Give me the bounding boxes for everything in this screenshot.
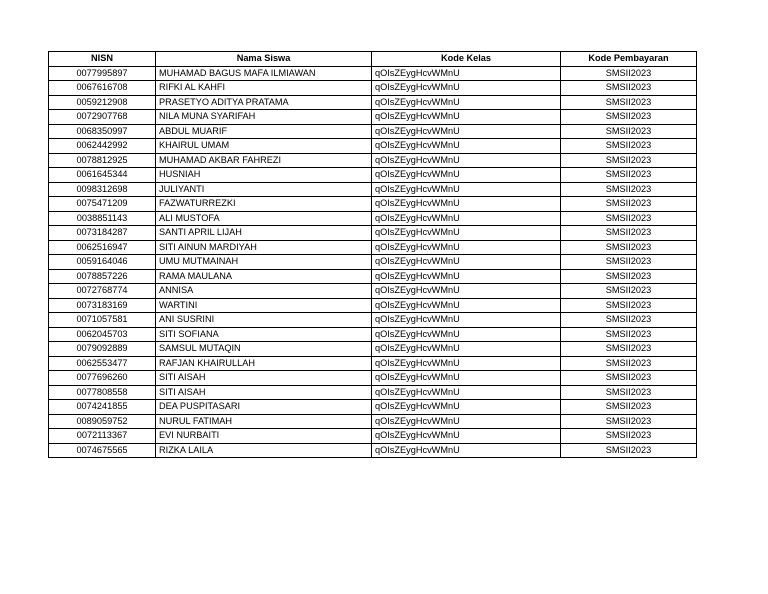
cell-nisn: 0071057581 — [49, 313, 156, 328]
header-kode-pembayaran: Kode Pembayaran — [561, 52, 697, 67]
table-row — [49, 211, 697, 226]
table-row — [49, 226, 697, 241]
cell-kode-kelas: qOIsZEygHcvWMnU — [372, 182, 561, 197]
cell-nama-siswa: JULIYANTI — [156, 182, 372, 197]
cell-nisn: 0078857226 — [49, 269, 156, 284]
header-kode-kelas: Kode Kelas — [372, 52, 561, 67]
cell-nama-siswa: KHAIRUL UMAM — [156, 139, 372, 154]
cell-nisn: 0072113367 — [49, 429, 156, 444]
cell-kode-kelas: qOIsZEygHcvWMnU — [372, 356, 561, 371]
cell-nama-siswa: UMU MUTMAINAH — [156, 255, 372, 270]
cell-nama-siswa: RIZKA LAILA — [156, 443, 372, 458]
table-header — [49, 52, 697, 67]
cell-kode-kelas: qOIsZEygHcvWMnU — [372, 197, 561, 212]
cell-nama-siswa: SITI AINUN MARDIYAH — [156, 240, 372, 255]
cell-nama-siswa: EVI NURBAITI — [156, 429, 372, 444]
cell-kode-kelas: qOIsZEygHcvWMnU — [372, 240, 561, 255]
cell-nama-siswa: ABDUL MUARIF — [156, 124, 372, 139]
cell-nisn: 0077696260 — [49, 371, 156, 386]
header-nisn: NISN — [49, 52, 156, 67]
cell-kode-pembayaran: SMSII2023 — [561, 182, 697, 197]
table-row — [49, 197, 697, 212]
cell-nisn: 0074241855 — [49, 400, 156, 415]
cell-kode-kelas: qOIsZEygHcvWMnU — [372, 66, 561, 81]
table-row — [49, 110, 697, 125]
cell-nama-siswa: PRASETYO ADITYA PRATAMA — [156, 95, 372, 110]
cell-kode-pembayaran: SMSII2023 — [561, 110, 697, 125]
cell-nisn: 0073184287 — [49, 226, 156, 241]
cell-kode-kelas: qOIsZEygHcvWMnU — [372, 255, 561, 270]
cell-kode-pembayaran: SMSII2023 — [561, 153, 697, 168]
table-row — [49, 443, 697, 458]
cell-kode-kelas: qOIsZEygHcvWMnU — [372, 298, 561, 313]
cell-kode-kelas: qOIsZEygHcvWMnU — [372, 95, 561, 110]
cell-nisn: 0067616708 — [49, 81, 156, 96]
cell-kode-pembayaran: SMSII2023 — [561, 342, 697, 357]
cell-nama-siswa: ANNISA — [156, 284, 372, 299]
table-row — [49, 284, 697, 299]
cell-kode-kelas: qOIsZEygHcvWMnU — [372, 342, 561, 357]
table-row — [49, 269, 697, 284]
header-nama-siswa: Nama Siswa — [156, 52, 372, 67]
table-row — [49, 385, 697, 400]
cell-nama-siswa: SITI SOFIANA — [156, 327, 372, 342]
cell-kode-pembayaran: SMSII2023 — [561, 66, 697, 81]
cell-kode-pembayaran: SMSII2023 — [561, 327, 697, 342]
cell-nisn: 0073183169 — [49, 298, 156, 313]
cell-nisn: 0068350997 — [49, 124, 156, 139]
cell-nama-siswa: RAFJAN KHAIRULLAH — [156, 356, 372, 371]
cell-nama-siswa: NURUL FATIMAH — [156, 414, 372, 429]
table-row — [49, 414, 697, 429]
cell-nama-siswa: MUHAMAD BAGUS MAFA ILMIAWAN — [156, 66, 372, 81]
cell-kode-pembayaran: SMSII2023 — [561, 81, 697, 96]
cell-nisn: 0059164046 — [49, 255, 156, 270]
cell-kode-kelas: qOIsZEygHcvWMnU — [372, 284, 561, 299]
cell-kode-kelas: qOIsZEygHcvWMnU — [372, 371, 561, 386]
cell-kode-pembayaran: SMSII2023 — [561, 168, 697, 183]
cell-nama-siswa: NILA MUNA SYARIFAH — [156, 110, 372, 125]
cell-kode-pembayaran: SMSII2023 — [561, 269, 697, 284]
table-row — [49, 153, 697, 168]
cell-kode-pembayaran: SMSII2023 — [561, 298, 697, 313]
cell-kode-kelas: qOIsZEygHcvWMnU — [372, 429, 561, 444]
header-row — [49, 52, 697, 67]
cell-kode-kelas: qOIsZEygHcvWMnU — [372, 385, 561, 400]
cell-kode-pembayaran: SMSII2023 — [561, 211, 697, 226]
cell-kode-pembayaran: SMSII2023 — [561, 400, 697, 415]
table-row — [49, 182, 697, 197]
cell-kode-kelas: qOIsZEygHcvWMnU — [372, 269, 561, 284]
cell-nisn: 0077995897 — [49, 66, 156, 81]
cell-kode-kelas: qOIsZEygHcvWMnU — [372, 414, 561, 429]
cell-kode-pembayaran: SMSII2023 — [561, 385, 697, 400]
table-row — [49, 313, 697, 328]
cell-kode-kelas: qOIsZEygHcvWMnU — [372, 443, 561, 458]
cell-nisn: 0072768774 — [49, 284, 156, 299]
cell-nama-siswa: SANTI APRIL LIJAH — [156, 226, 372, 241]
cell-nama-siswa: RIFKI AL KAHFI — [156, 81, 372, 96]
table-row — [49, 139, 697, 154]
cell-kode-pembayaran: SMSII2023 — [561, 240, 697, 255]
table-row — [49, 66, 697, 81]
cell-kode-pembayaran: SMSII2023 — [561, 313, 697, 328]
cell-nama-siswa: ALI MUSTOFA — [156, 211, 372, 226]
table-row — [49, 124, 697, 139]
cell-kode-kelas: qOIsZEygHcvWMnU — [372, 153, 561, 168]
table-row — [49, 327, 697, 342]
cell-nisn: 0079092889 — [49, 342, 156, 357]
cell-nisn: 0074675565 — [49, 443, 156, 458]
cell-nama-siswa: SITI AISAH — [156, 385, 372, 400]
table-row — [49, 81, 697, 96]
table-row — [49, 168, 697, 183]
cell-kode-pembayaran: SMSII2023 — [561, 443, 697, 458]
table-row — [49, 255, 697, 270]
cell-nisn: 0059212908 — [49, 95, 156, 110]
cell-nisn: 0038851143 — [49, 211, 156, 226]
table-row — [49, 240, 697, 255]
cell-nisn: 0089059752 — [49, 414, 156, 429]
cell-nisn: 0061645344 — [49, 168, 156, 183]
cell-kode-kelas: qOIsZEygHcvWMnU — [372, 313, 561, 328]
cell-nama-siswa: MUHAMAD AKBAR FAHREZI — [156, 153, 372, 168]
student-table — [48, 51, 697, 458]
cell-kode-kelas: qOIsZEygHcvWMnU — [372, 139, 561, 154]
cell-nisn: 0078812925 — [49, 153, 156, 168]
cell-nisn: 0098312698 — [49, 182, 156, 197]
cell-kode-kelas: qOIsZEygHcvWMnU — [372, 110, 561, 125]
cell-kode-pembayaran: SMSII2023 — [561, 284, 697, 299]
cell-kode-kelas: qOIsZEygHcvWMnU — [372, 211, 561, 226]
cell-kode-kelas: qOIsZEygHcvWMnU — [372, 226, 561, 241]
cell-nisn: 0062516947 — [49, 240, 156, 255]
cell-kode-kelas: qOIsZEygHcvWMnU — [372, 124, 561, 139]
cell-nama-siswa: DEA PUSPITASARI — [156, 400, 372, 415]
cell-kode-kelas: qOIsZEygHcvWMnU — [372, 400, 561, 415]
cell-kode-pembayaran: SMSII2023 — [561, 124, 697, 139]
cell-nama-siswa: ANI SUSRINI — [156, 313, 372, 328]
cell-nama-siswa: RAMA MAULANA — [156, 269, 372, 284]
cell-nama-siswa: SAMSUL MUTAQIN — [156, 342, 372, 357]
cell-kode-pembayaran: SMSII2023 — [561, 197, 697, 212]
cell-nisn: 0072907768 — [49, 110, 156, 125]
table-body — [49, 66, 697, 458]
cell-kode-pembayaran: SMSII2023 — [561, 371, 697, 386]
cell-nama-siswa: SITI AISAH — [156, 371, 372, 386]
cell-kode-pembayaran: SMSII2023 — [561, 226, 697, 241]
cell-nisn: 0062442992 — [49, 139, 156, 154]
cell-nisn: 0077808558 — [49, 385, 156, 400]
cell-kode-pembayaran: SMSII2023 — [561, 95, 697, 110]
table-row — [49, 342, 697, 357]
table-row — [49, 95, 697, 110]
cell-nisn: 0062045703 — [49, 327, 156, 342]
cell-kode-pembayaran: SMSII2023 — [561, 356, 697, 371]
cell-nama-siswa: WARTINI — [156, 298, 372, 313]
table-row — [49, 429, 697, 444]
cell-kode-pembayaran: SMSII2023 — [561, 255, 697, 270]
cell-kode-kelas: qOIsZEygHcvWMnU — [372, 81, 561, 96]
cell-kode-kelas: qOIsZEygHcvWMnU — [372, 327, 561, 342]
cell-kode-pembayaran: SMSII2023 — [561, 414, 697, 429]
cell-nama-siswa: HUSNIAH — [156, 168, 372, 183]
cell-kode-pembayaran: SMSII2023 — [561, 429, 697, 444]
cell-nama-siswa: FAZWATURREZKI — [156, 197, 372, 212]
table-row — [49, 400, 697, 415]
cell-kode-pembayaran: SMSII2023 — [561, 139, 697, 154]
cell-kode-kelas: qOIsZEygHcvWMnU — [372, 168, 561, 183]
cell-nisn: 0075471209 — [49, 197, 156, 212]
cell-nisn: 0062553477 — [49, 356, 156, 371]
table-row — [49, 356, 697, 371]
table-row — [49, 371, 697, 386]
table-row — [49, 298, 697, 313]
